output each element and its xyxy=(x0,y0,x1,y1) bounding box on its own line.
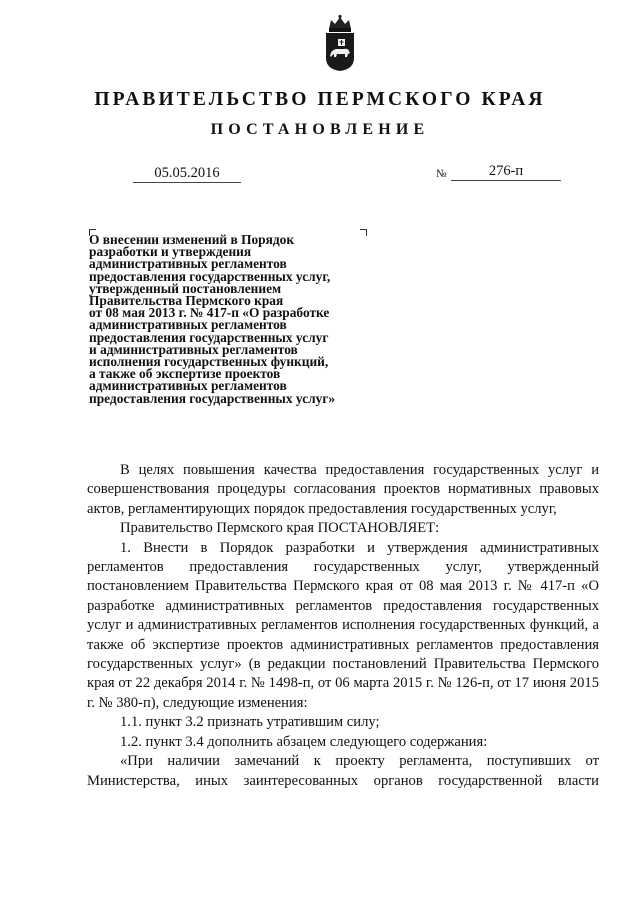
document-type: ПОСТАНОВЛЕНИЕ xyxy=(210,121,430,138)
body-paragraph-preamble: В целях повышения качества предоставления государственных услуг и совершенствования процедуры согласования проектов нормативных правовых актов, регламентирующих порядок предоставления государственных услуг, xyxy=(87,462,599,517)
subject-line: и административных регламентов xyxy=(89,341,298,357)
body-paragraph-item-1-1: 1.1. пункт 3.2 признать утратившим силу; xyxy=(120,714,380,731)
subject-line: О внесении изменений в Порядок xyxy=(89,232,295,247)
subject-line: предоставления государственных услуг» xyxy=(89,390,336,406)
subject-line: утвержденный постановлением xyxy=(89,280,282,296)
subject-line: предоставления государственных услуг, xyxy=(89,268,331,284)
body-paragraph-resolves: Правительство Пермского края ПОСТАНОВЛЯЕТ: xyxy=(120,520,440,537)
document-date: 05.05.2016 xyxy=(133,165,241,183)
subject-line: административных регламентов xyxy=(89,317,287,333)
subject-line: административных регламентов xyxy=(89,256,287,272)
subject-line: Правительства Пермского края xyxy=(89,293,284,309)
government-name: ПРАВИТЕЛЬСТВО ПЕРМСКОГО КРАЯ xyxy=(94,89,546,110)
document-body xyxy=(87,461,599,791)
subject-line: разработки и утверждения xyxy=(89,244,252,260)
body-paragraph-quote: «При наличии замечаний к проекту регламента, поступивших от Министерства, иных заинтересованных органов государственной власти xyxy=(87,753,599,789)
subject-line: административных регламентов xyxy=(89,378,287,394)
subject-line: предоставления государственных услуг xyxy=(89,329,329,345)
perm-krai-coat-of-arms-icon xyxy=(321,14,359,72)
document-subject xyxy=(89,234,374,405)
number-sign: № xyxy=(436,168,447,180)
document-number: 276-п xyxy=(451,163,561,181)
body-paragraph-item-1-2: 1.2. пункт 3.4 дополнить абзацем следующего содержания: xyxy=(120,733,488,750)
subject-line: а также об экспертизе проектов xyxy=(89,366,281,382)
subject-line: от 08 мая 2013 г. № 417-п «О разработке xyxy=(89,305,330,321)
body-paragraph-item-1: 1. Внести в Порядок разработки и утверждения административных регламентов предоставления государственных услуг, утвержденный постановлением Правительства Пермского края от 08 мая 2013 г. № 417-п «О разработке административных регламентов предоставления государственных услуг и административных регламентов исполнения государственных функций, а также об экспертизе проектов административных регламентов предоставления государственных услуг» (в редакции постановлений Правительства Пермского края от 22 декабря 2014 г. № 1498-п, от 06 марта 2015 г. № 126-п, от 17 июня 2015 г. № 380-п), следующие изменения: xyxy=(87,539,599,711)
subject-line: исполнения государственных функций, xyxy=(89,354,329,370)
